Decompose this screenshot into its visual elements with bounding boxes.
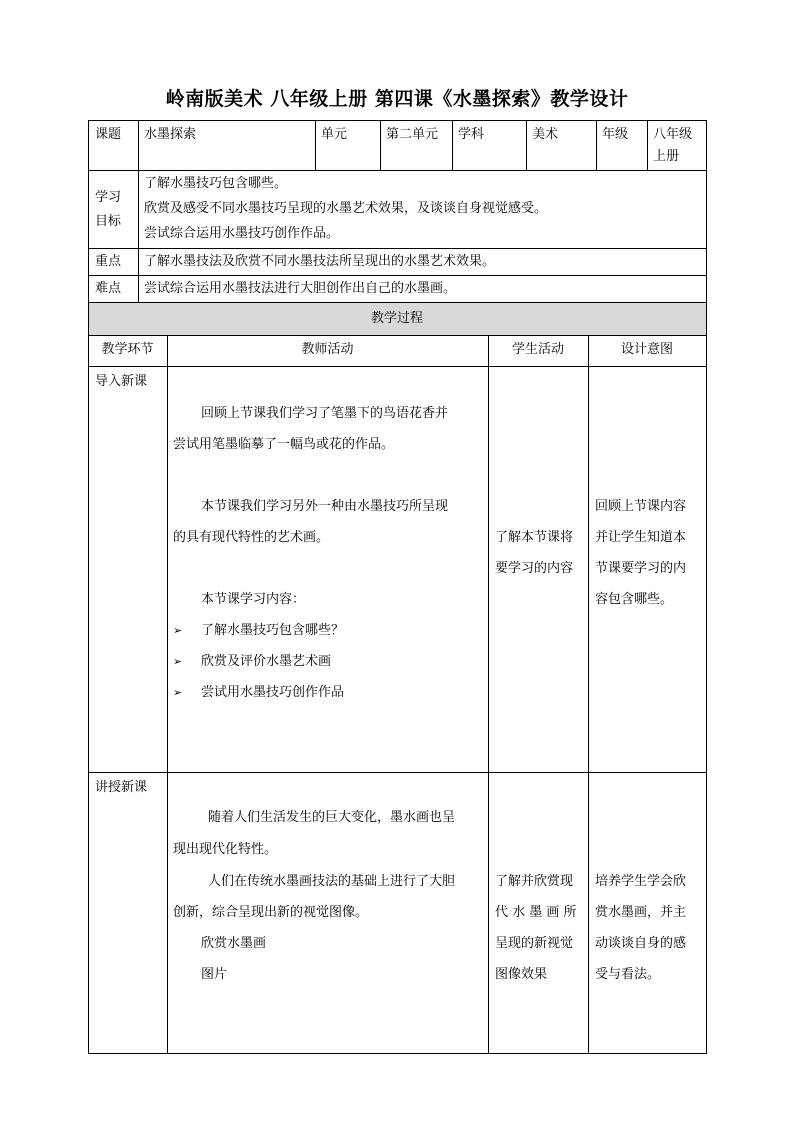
col-teacher: 教师活动 — [301, 342, 354, 357]
label-subject: 学科 — [458, 127, 485, 142]
arrow-bullet-icon: ➢ — [173, 624, 183, 637]
goal-item: 欣赏及感受不同水墨技巧呈现的水墨艺术效果，及谈谈自身视觉感受。 — [144, 201, 548, 216]
arrow-bullet-icon: ➢ — [173, 655, 183, 668]
student-text: 图像效果 — [495, 967, 548, 982]
value-unit: 第二单元 — [386, 127, 439, 142]
value-topic: 水墨探索 — [144, 127, 197, 142]
intent-text: 并让学生知道本 — [595, 530, 687, 545]
teacher-text: 的具有现代特性的艺术画。 — [173, 530, 330, 545]
student-text: 要学习的内容 — [495, 561, 574, 576]
teacher-text: 回顾上节课我们学习了笔墨下的鸟语花香并 — [201, 406, 449, 421]
label-unit: 单元 — [321, 127, 348, 142]
label-topic: 课题 — [95, 127, 122, 142]
intent-text: 受与看法。 — [595, 967, 661, 982]
teacher-text: 创新，综合呈现出新的视觉图像。 — [173, 905, 369, 920]
intent-text: 容包含哪些。 — [595, 592, 674, 607]
student-text: 了解并欣赏现 — [495, 874, 574, 889]
teacher-text: 欣赏水墨画 — [201, 936, 267, 951]
stage-name: 讲授新课 — [95, 780, 148, 795]
label-difficulty: 难点 — [95, 281, 122, 296]
teacher-text: 图片 — [201, 967, 228, 982]
student-text: 呈现的新视觉 — [495, 936, 574, 951]
difficulty-text: 尝试综合运用水墨技法进行大胆创作出自己的水墨画。 — [144, 281, 457, 296]
col-stage: 教学环节 — [101, 342, 154, 357]
student-text: 了解本节课将 — [495, 530, 574, 545]
intent-text: 培养学生学会欣 — [595, 874, 687, 889]
goal-item: 尝试综合运用水墨技巧创作作品。 — [144, 226, 340, 241]
teacher-text: 现出现代化特性。 — [173, 842, 278, 857]
student-text: 代 水 墨 画 所 — [495, 905, 577, 920]
teacher-text: 人们在传统水墨画技法的基础上进行了大胆 — [208, 874, 456, 889]
bullet-item: 了解水墨技巧包含哪些？ — [201, 623, 345, 638]
value-subject: 美术 — [532, 127, 559, 142]
teacher-text: 本节课我们学习另外一种由水墨技巧所呈现 — [201, 499, 449, 514]
arrow-bullet-icon: ➢ — [173, 686, 183, 699]
teacher-text: 本节课学习内容： — [201, 592, 306, 607]
bullet-item: 欣赏及评价水墨艺术画 — [201, 654, 332, 669]
stage-name: 导入新课 — [95, 374, 148, 389]
intent-text: 赏水墨画，并主 — [595, 905, 687, 920]
teacher-text: 随着人们生活发生的巨大变化，墨水画也呈 — [208, 810, 456, 825]
intent-text: 节课要学习的内 — [595, 561, 687, 576]
intent-text: 回顾上节课内容 — [595, 499, 687, 514]
bullet-item: 尝试用水墨技巧创作作品 — [201, 685, 345, 700]
value-grade-line1: 八年级 — [653, 127, 693, 142]
teacher-text: 尝试用笔墨临摹了一幅鸟或花的作品。 — [173, 437, 395, 452]
process-header: 教学过程 — [370, 311, 423, 326]
label-goals-line2: 目标 — [95, 214, 122, 229]
key-text: 了解水墨技法及欣赏不同水墨技法所呈现出的水墨艺术效果。 — [144, 254, 496, 269]
label-goals-line1: 学习 — [95, 190, 122, 205]
intent-text: 动谈谈自身的感 — [595, 936, 687, 951]
label-key: 重点 — [95, 254, 122, 269]
goal-item: 了解水墨技巧包含哪些。 — [144, 176, 288, 191]
col-student: 学生活动 — [511, 342, 564, 357]
label-grade: 年级 — [602, 127, 629, 142]
document-title: 岭南版美术 八年级上册 第四课《水墨探索》教学设计 — [165, 88, 629, 110]
col-intent: 设计意图 — [620, 342, 673, 357]
value-grade-line2: 上册 — [653, 149, 680, 164]
